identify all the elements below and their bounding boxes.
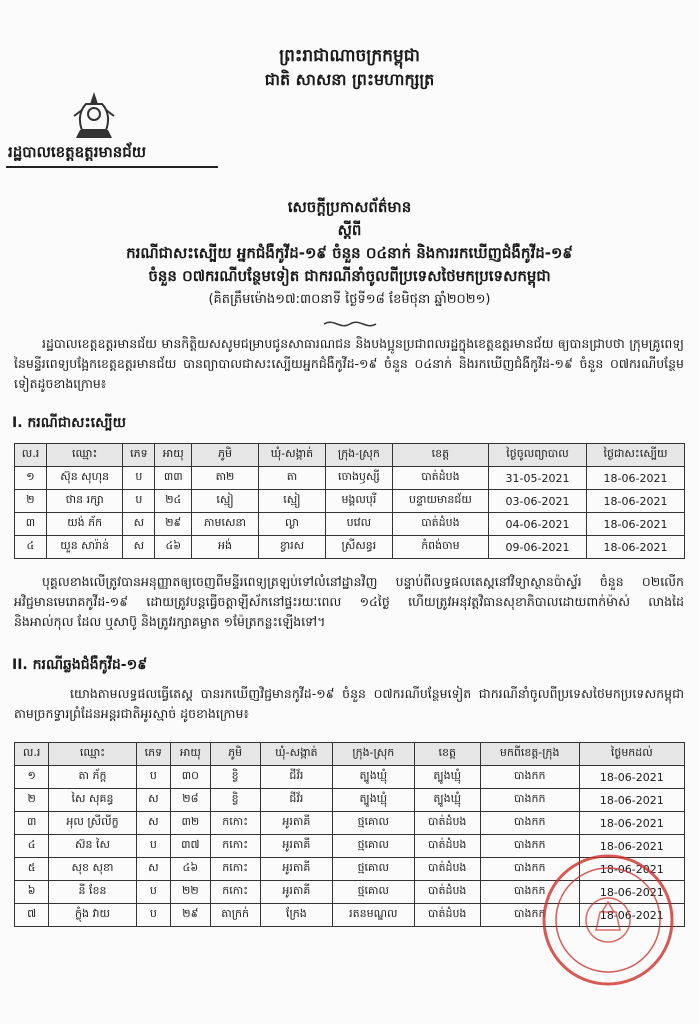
table-cell: បាងកក: [480, 812, 579, 835]
table-cell: ៣៧: [171, 835, 211, 858]
table-cell: ស៊ន សៃ: [49, 835, 136, 858]
table-cell: បាងកក: [480, 904, 579, 927]
section-heading-recovered: I. ករណីជាសះស្បើយ: [12, 415, 126, 431]
table-cell: កកោះ: [210, 858, 260, 881]
col-header: ខេត្ត: [414, 743, 480, 766]
table-cell: ៤: [15, 835, 49, 858]
col-header: ល.រ: [15, 444, 47, 467]
intro-paragraph: រដ្ឋបាលខេត្តឧត្តរមានជ័យ មានកិត្តិយសសូមជម្រាបជូនសាធារណជន និងបងប្អូនប្រជាពលរដ្ឋក្នុងខេត្តឧត្តរមានជ័យ ឲ្យបានជ្រាបថា ក្រុមគ្រូពេទ្យ នៃមន្ទីរពេទ្យបង្អែកខេត្តឧត្តរមានជ័យ បានព្យាបាលជាសះស្បើយអ្នកជំងឺកូវីដ-១៩ ចំនួន ០៤នាក់ និងរកឃើញជំងឺកូវីដ-១៩ ចំនួន ០៧ករណីបន្ថែមទៀតដូចខាងក្រោម៖: [14, 336, 684, 391]
table-row: [15, 513, 685, 536]
table-cell: ៣: [15, 513, 47, 536]
col-header: ឈ្មោះ: [46, 444, 123, 467]
table-cell: ១: [15, 766, 49, 789]
table-row: [15, 490, 685, 513]
table-cell: ស្រីសន្ធរ: [326, 536, 393, 559]
table-cell: អុល ស្រីលីក្ខ: [49, 812, 136, 835]
release-paragraph: បុគ្គលខាងលើត្រូវបានអនុញ្ញាតឲ្យចេញពីមន្ទីរពេទ្យត្រឡប់ទៅលំនៅដ្ឋានវិញ បន្ទាប់ពីលទ្ធផលតេស្តនៅវិទ្យាស្ថានប៉ាស្ទ័រ ចំនួន ០២លើក អវិជ្ជមានមេរោគកូវីដ-១៩ ដោយត្រូវបន្តធ្វើចត្តាឡីស័កនៅផ្ទះរយៈពេល ១៤ថ្ងៃ ហើយត្រូវអនុវត្តវិធានសុខាភិបាលដោយពាក់ម៉ាស់ លាងដៃ និងអាល់កុល ដែល ឬសាប៊ូ និងត្រូវរក្សាគម្លាត ១ម៉ែត្រកន្លះឡើងទៅ។: [14, 574, 684, 629]
recovered-table: [14, 443, 685, 559]
table-cell: អូរតាគី: [260, 881, 332, 904]
table-cell: ២៩: [171, 904, 211, 927]
table-cell: អូរតាគី: [260, 835, 332, 858]
table-cell: តា២: [192, 467, 259, 490]
table-cell: បាត់ដំបង: [414, 858, 480, 881]
col-header: ឈ្មោះ: [49, 743, 136, 766]
table-cell: ជីវ័រ: [260, 766, 332, 789]
table-cell: ខ្វារស: [258, 536, 325, 559]
title-line2: ស្តីពី: [337, 221, 362, 239]
table-cell: បាងកក: [480, 858, 579, 881]
table-cell: 18-06-2021: [579, 858, 684, 881]
table-row: [15, 812, 685, 835]
table-cell: ស: [136, 789, 170, 812]
col-header: មកពីខេត្ត-ក្រុង: [480, 743, 579, 766]
table-cell: 18-06-2021: [579, 881, 684, 904]
table-cell: ៤៦: [171, 858, 211, 881]
table-header-row: [15, 444, 685, 467]
table-cell: ស: [123, 513, 155, 536]
office-name: រដ្ឋបាលខេត្តឧត្តរមានជ័យ: [8, 143, 147, 161]
kingdom-heading: [0, 44, 699, 92]
table-cell: នី ខែន: [49, 881, 136, 904]
table-cell: ក្រែង: [260, 904, 332, 927]
table-cell: កំពង់ចាម: [392, 536, 488, 559]
table-header-row: [15, 743, 685, 766]
table-cell: 18-06-2021: [586, 467, 684, 490]
table-cell: ប: [136, 904, 170, 927]
flourish-ornament: [322, 318, 378, 330]
table-cell: ៣: [15, 812, 49, 835]
col-header: ភូមិ: [210, 743, 260, 766]
table-cell: 09-06-2021: [489, 536, 587, 559]
table-cell: ៧: [15, 904, 49, 927]
table-cell: ថ្មគោល: [333, 881, 415, 904]
table-cell: ស៊ុន សុហុន: [46, 467, 123, 490]
col-header: ថ្ងៃចូលព្យាបាល: [489, 444, 587, 467]
table-cell: 31-05-2021: [489, 467, 587, 490]
table-cell: បាងកក: [480, 789, 579, 812]
table-row: [15, 766, 685, 789]
col-header: ល.រ: [15, 743, 49, 766]
table-cell: អូរតាគី: [260, 812, 332, 835]
table-cell: ខ្វិ: [210, 766, 260, 789]
table-cell: ត្បូងឃ្មុំ: [414, 766, 480, 789]
table-cell: ស្មៀ: [192, 490, 259, 513]
col-header: ភេទ: [136, 743, 170, 766]
table-cell: សុខ សុខា: [49, 858, 136, 881]
table-cell: ២: [15, 490, 47, 513]
table-cell: ត្បូងឃ្មុំ: [414, 789, 480, 812]
table-cell: ៣០: [171, 766, 211, 789]
recovered-table-body: [15, 467, 685, 559]
table-cell: សៃ សុគន្ធ: [49, 789, 136, 812]
table-cell: 18-06-2021: [579, 766, 684, 789]
table-cell: ចោងឫស្សី: [326, 467, 393, 490]
table-row: [15, 467, 685, 490]
table-cell: ថ្មគោល: [333, 835, 415, 858]
table-cell: ប: [136, 835, 170, 858]
royal-emblem-icon: [68, 86, 120, 144]
col-header: ក្រុង-ស្រុក: [333, 743, 415, 766]
table-cell: យួន សារ៉ាន់: [46, 536, 123, 559]
table-row: [15, 536, 685, 559]
table-cell: ៤៦: [155, 536, 192, 559]
table-cell: 18-06-2021: [579, 789, 684, 812]
table-cell: ២: [15, 789, 49, 812]
title-line1: សេចក្តីប្រកាសព័ត៌មាន: [287, 198, 412, 216]
table-cell: ខ្វិ: [210, 789, 260, 812]
table-cell: ២៩: [155, 513, 192, 536]
table-cell: តា ភ័ក្ត: [49, 766, 136, 789]
table-cell: បាត់ដំបង: [414, 881, 480, 904]
table-cell: 18-06-2021: [586, 536, 684, 559]
table-row: [15, 789, 685, 812]
table-cell: ស: [136, 812, 170, 835]
section-heading-infected: II. ករណីឆ្លងជំងឺកូវីដ-១៩: [12, 657, 148, 673]
table-cell: ថ្មគោល: [333, 812, 415, 835]
table-cell: ៥: [15, 858, 49, 881]
table-cell: រតនមណ្ឌល: [333, 904, 415, 927]
table-cell: បាត់ដំបង: [414, 904, 480, 927]
table-cell: ២២: [171, 881, 211, 904]
table-cell: ៣៣: [155, 467, 192, 490]
col-header: ភូមិ: [192, 444, 259, 467]
table-cell: 03-06-2021: [489, 490, 587, 513]
table-cell: 18-06-2021: [586, 513, 684, 536]
table-cell: កកោះ: [210, 881, 260, 904]
col-header: ឃុំ-សង្កាត់: [258, 444, 325, 467]
table-cell: ជីវ័រ: [260, 789, 332, 812]
col-header: ថ្ងៃជាសះស្បើយ: [586, 444, 684, 467]
col-header: អាយុ: [155, 444, 192, 467]
table-cell: ១: [15, 467, 47, 490]
table-cell: ស: [123, 536, 155, 559]
table-cell: ៦: [15, 881, 49, 904]
title-line4: ចំនួន ០៧ករណីបន្ថែមទៀត ជាករណីនាំចូលពីប្រទេសថៃមកប្រទេសកម្ពុជា: [148, 267, 551, 285]
table-cell: អូរតាគី: [260, 858, 332, 881]
table-cell: ក្លុំង វាយ: [49, 904, 136, 927]
title-line3: ករណីជាសះស្បើយ អ្នកជំងឺកូវីដ-១៩ ចំនួន ០៤នាក់ និងការរកឃើញជំងឺកូវីដ-១៩: [126, 244, 573, 262]
table-cell: បាងកក: [480, 766, 579, 789]
table-cell: បន្ទាយមានជ័យ: [392, 490, 488, 513]
table-cell: ថ្មគោល: [333, 858, 415, 881]
title-line5: (គិតត្រឹមម៉ោង១៧:៣០នាទី ថ្ងៃទី១៨ ខែមិថុនា ឆ្នាំ២០២១): [208, 292, 491, 307]
col-header: អាយុ: [171, 743, 211, 766]
divider: [6, 166, 218, 168]
table-cell: បាងកក: [480, 835, 579, 858]
col-header: ឃុំ-សង្កាត់: [260, 743, 332, 766]
table-cell: បាត់ដំបង: [414, 812, 480, 835]
table-cell: បាត់ដំបង: [392, 467, 488, 490]
table-cell: ៤: [15, 536, 47, 559]
kingdom-line2: ជាតិ សាសនា ព្រះមហាក្សត្រ: [264, 70, 435, 89]
table-cell: ត្បូងឃ្មុំ: [333, 789, 415, 812]
table-cell: 18-06-2021: [586, 490, 684, 513]
col-header: ភេទ: [123, 444, 155, 467]
table-cell: ប: [136, 881, 170, 904]
announcement-title: [0, 196, 699, 311]
table-cell: ២៤: [155, 490, 192, 513]
official-seal-stamp: [538, 850, 678, 990]
table-cell: ថាន រក្សា: [46, 490, 123, 513]
table-cell: កកោះ: [210, 835, 260, 858]
col-header: ថ្ងៃមកដល់: [579, 743, 684, 766]
table-cell: មង្គលបុរី: [326, 490, 393, 513]
table-cell: បាងកក: [480, 881, 579, 904]
table-cell: ល្ងា: [258, 513, 325, 536]
col-header: ក្រុង-ស្រុក: [326, 444, 393, 467]
table-cell: ត្បូងឃ្មុំ: [333, 766, 415, 789]
table-cell: 18-06-2021: [579, 904, 684, 927]
table-cell: 18-06-2021: [579, 835, 684, 858]
table-cell: ប: [136, 766, 170, 789]
kingdom-line1: ព្រះរាជាណាចក្រកម្ពុជា: [279, 46, 420, 66]
table-cell: តាក្រក់: [210, 904, 260, 927]
table-cell: កកោះ: [210, 812, 260, 835]
table-cell: ស្មៀ: [258, 490, 325, 513]
table-cell: ស: [136, 858, 170, 881]
table-cell: ប: [123, 490, 155, 513]
table-cell: បាត់ដំបង: [392, 513, 488, 536]
table-cell: ប: [123, 467, 155, 490]
table-cell: 04-06-2021: [489, 513, 587, 536]
table-cell: អង់: [192, 536, 259, 559]
table-cell: បាត់ដំបង: [414, 835, 480, 858]
table-cell: 18-06-2021: [579, 812, 684, 835]
table-cell: យង់ ភ័ក: [46, 513, 123, 536]
table-cell: បវេល: [326, 513, 393, 536]
table-cell: តា: [258, 467, 325, 490]
table-cell: ភាមសេនា: [192, 513, 259, 536]
table-cell: ២៨: [171, 789, 211, 812]
col-header: ខេត្ត: [392, 444, 488, 467]
infected-intro-paragraph: យោងតាមលទ្ធផលធ្វើតេស្ត បានរកឃើញវិជ្ជមានកូវីដ-១៩ ចំនួន ០៧ករណីបន្ថែមទៀត ជាករណីនាំចូលពីប្រទេសថៃមកប្រទេសកម្ពុជាតាមច្រកទ្វារព្រំដែនអន្តរជាតិអូរស្មាច់ ដូចខាងក្រោម៖: [14, 686, 684, 721]
table-cell: ៣២: [171, 812, 211, 835]
